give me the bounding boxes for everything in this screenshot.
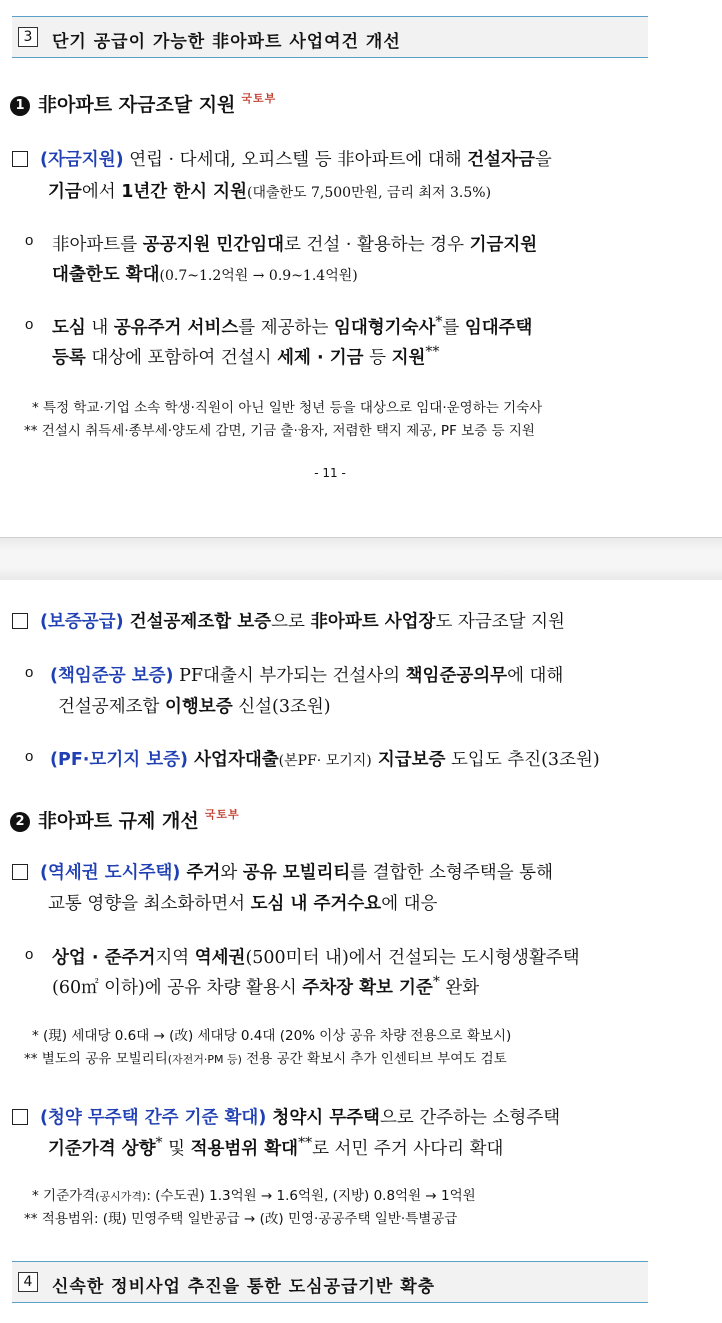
- section-title: 단기 공급이 가능한 非아파트 사업여건 개선: [52, 32, 401, 52]
- footnote: * (現) 세대당 0.6대 → (改) 세대당 0.4대 (20% 이상 공유 차량 전용으로 확보시): [32, 1028, 512, 1044]
- ministry-mark: 국토부: [241, 92, 277, 105]
- section-number: 4: [18, 1272, 38, 1292]
- section-number: 3: [18, 27, 38, 47]
- section-4-header: [12, 1261, 648, 1303]
- subheading-title: 非아파트 규제 개선: [38, 810, 199, 832]
- page-separator: [0, 537, 722, 581]
- sub-item-line: (60㎡ 이하)에 공유 차량 활용시 주차장 확보 기준* 완화: [52, 974, 480, 998]
- item-line: (자금지원) 연립 · 다세대, 오피스텔 등 非아파트에 대해 건설자금을: [40, 150, 552, 170]
- item-line: (역세권 도시주택) 주거와 공유 모빌리티를 결합한 소형주택을 통해: [40, 863, 553, 883]
- page-11: [0, 0, 722, 537]
- item-line: (청약 무주택 간주 기준 확대) 청약시 무주택으로 간주하는 소형주택: [40, 1108, 561, 1128]
- ministry-mark: 국토부: [204, 808, 240, 821]
- circle-bullet-icon: o: [25, 946, 34, 963]
- subheading-2: [10, 806, 240, 833]
- page-number: - 11 -: [314, 466, 346, 480]
- circle-bullet-icon: o: [25, 664, 34, 681]
- page-12: [0, 580, 722, 1323]
- footnote: ** 적용범위: (現) 민영주택 일반공급 → (改) 민영·공공주택 일반·특별공급: [24, 1211, 458, 1227]
- bullet-number: 1: [10, 96, 30, 116]
- sub-item-line: 도심 내 공유주거 서비스를 제공하는 임대형기숙사*를 임대주택: [52, 314, 533, 338]
- checkbox-icon: [12, 151, 28, 167]
- sub-item-line: 등록 대상에 포함하여 건설시 세제 · 기금 등 지원**: [52, 344, 440, 368]
- item-line: 기준가격 상향* 및 적용범위 확대**로 서민 주거 사다리 확대: [48, 1135, 504, 1159]
- checkbox-icon: [12, 864, 28, 880]
- item-line: 교통 영향을 최소화하면서 도심 내 주거수요에 대응: [48, 894, 438, 914]
- section-title: 신속한 정비사업 추진을 통한 도심공급기반 확충: [52, 1277, 436, 1297]
- checkbox-icon: [12, 613, 28, 629]
- circle-bullet-icon: o: [25, 232, 34, 249]
- bullet-number: 2: [10, 812, 30, 832]
- sub-item-line: 대출한도 확대(0.7~1.2억원 → 0.9~1.4억원): [52, 265, 358, 285]
- footnote: * 기준가격(공시가격): (수도권) 1.3억원 → 1.6억원, (지방) 0.8억원 → 1억원: [32, 1188, 476, 1204]
- item-line: 기금에서 1년간 한시 지원(대출한도 7,500만원, 금리 최저 3.5%): [48, 182, 492, 202]
- subheading-title: 非아파트 자금조달 지원: [38, 94, 236, 116]
- sub-item-line: (책임준공 보증) PF대출시 부가되는 건설사의 책임준공의무에 대해: [50, 666, 564, 686]
- item-line: (보증공급) 건설공제조합 보증으로 非아파트 사업장도 자금조달 지원: [40, 612, 565, 632]
- sub-item-line: 非아파트를 공공지원 민간임대로 건설 · 활용하는 경우 기금지원: [52, 235, 538, 255]
- checkbox-icon: [12, 1109, 28, 1125]
- footnote: * 특정 학교·기업 소속 학생·직원이 아닌 일반 청년 등을 대상으로 임대·운영하는 기숙사: [32, 400, 543, 416]
- circle-bullet-icon: o: [25, 316, 34, 333]
- circle-bullet-icon: o: [25, 748, 34, 765]
- subheading-1: [10, 90, 276, 117]
- section-3-header: [12, 16, 648, 58]
- footnote: ** 별도의 공유 모빌리티(자전거·PM 등) 전용 공간 확보시 추가 인센티브 부여도 검토: [24, 1051, 507, 1067]
- footnote: ** 건설시 취득세·종부세·양도세 감면, 기금 출·융자, 저렴한 택지 제공, PF 보증 등 지원: [24, 423, 535, 439]
- sub-item-line: 건설공제조합 이행보증 신설(3조원): [58, 697, 331, 717]
- sub-item-line: (PF·모기지 보증) 사업자대출(본PF· 모기지) 지급보증 도입도 추진(3조원): [50, 750, 600, 770]
- sub-item-line: 상업 · 준주거지역 역세권(500미터 내)에서 건설되는 도시형생활주택: [52, 948, 580, 968]
